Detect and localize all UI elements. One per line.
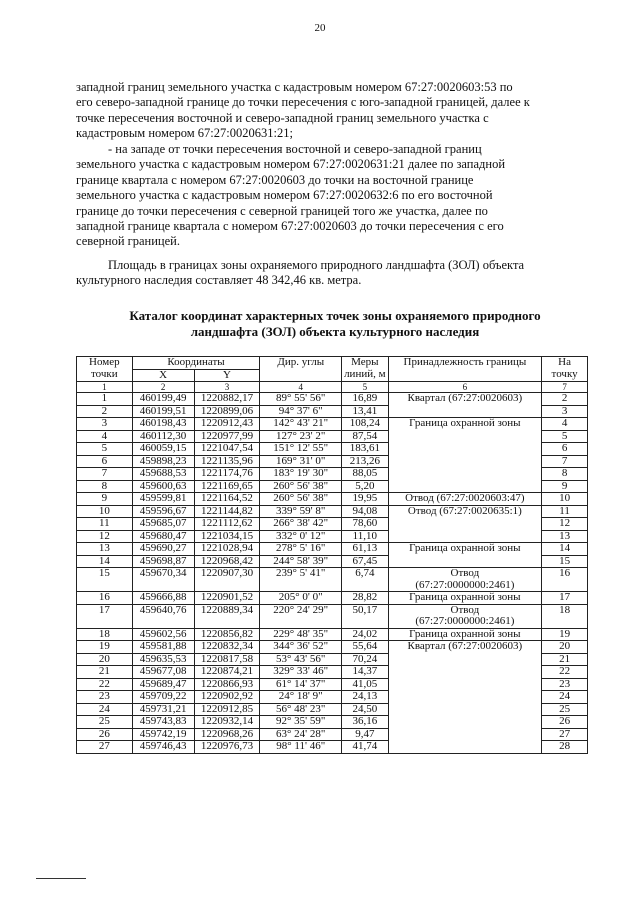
table-cell: 169° 31' 0" (260, 455, 342, 468)
table-cell: 78,60 (342, 518, 389, 531)
table-cell: 18 (542, 604, 588, 628)
boundary-cell: Квартал (67:27:0020603) (388, 393, 542, 418)
header-point-no: Номер точки (77, 357, 133, 382)
text-line: кадастровым номером 67:27:0020631:21; (76, 126, 293, 141)
table-cell: 92° 35' 59" (260, 716, 342, 729)
table-title-line: Каталог координат характерных точек зоны охраняемого природного (129, 308, 541, 323)
table-cell: 1221047,54 (194, 443, 260, 456)
table-cell: 6 (77, 455, 133, 468)
table-cell: 94,08 (342, 505, 389, 518)
boundary-cell: Граница охранной зоны (388, 628, 542, 641)
table-cell: 15 (77, 568, 133, 592)
text-line: земельного участка с кадастровым номером 67:27:0020632:6 по его восточной (76, 188, 493, 203)
table-cell: 12 (542, 518, 588, 531)
table-cell: 278° 5' 16" (260, 543, 342, 556)
table-cell: 19,95 (342, 493, 389, 506)
boundary-cell: Отвод (67:27:0000000:2461) (388, 568, 542, 592)
table-cell: 459602,56 (132, 628, 194, 641)
table-cell: 1220856,82 (194, 628, 260, 641)
table-cell: 14 (77, 555, 133, 568)
table-cell: 142° 43' 21" (260, 418, 342, 431)
table-row (77, 543, 588, 556)
table-cell: 1220976,73 (194, 741, 260, 754)
table-cell: 260° 56' 38" (260, 493, 342, 506)
table-cell: 1220932,14 (194, 716, 260, 729)
table-cell: 459581,88 (132, 641, 194, 654)
paragraph-3 (76, 258, 588, 289)
table-cell: 459685,07 (132, 518, 194, 531)
table-cell: 12 (77, 530, 133, 543)
column-number: 2 (132, 382, 194, 393)
table-cell: 459898,23 (132, 455, 194, 468)
header-y: Y (194, 369, 260, 382)
table-cell: 459666,88 (132, 592, 194, 605)
text-line: точке пересечения восточной и северо-западной границ земельного участка с (76, 110, 489, 125)
table-cell: 23 (542, 678, 588, 691)
table-cell: 11 (77, 518, 133, 531)
table-cell: 220° 24' 29" (260, 604, 342, 628)
table-cell: 260° 56' 38" (260, 480, 342, 493)
table-cell: 1220968,26 (194, 728, 260, 741)
table-cell: 17 (77, 604, 133, 628)
table-cell: 53° 43' 56" (260, 653, 342, 666)
table-cell: 56° 48' 23" (260, 703, 342, 716)
coordinates-table (76, 356, 588, 754)
table-cell: 17 (542, 592, 588, 605)
table-row (77, 493, 588, 506)
table-cell: 459596,67 (132, 505, 194, 518)
column-number: 3 (194, 382, 260, 393)
header-boundary: Принадлежность границы (388, 357, 542, 382)
table-cell: 14 (542, 543, 588, 556)
table-cell: 61° 14' 37" (260, 678, 342, 691)
table-cell: 205° 0' 0" (260, 592, 342, 605)
table-cell: 3 (77, 418, 133, 431)
table-cell: 459635,53 (132, 653, 194, 666)
column-number: 6 (388, 382, 542, 393)
table-cell: 11,10 (342, 530, 389, 543)
table-cell: 6 (542, 443, 588, 456)
table-cell: 14,37 (342, 666, 389, 679)
table-cell: 15 (542, 555, 588, 568)
table-cell: 1220882,17 (194, 393, 260, 406)
table-cell: 1220832,34 (194, 641, 260, 654)
table-cell: 3 (542, 405, 588, 418)
table-cell: 63° 24' 28" (260, 728, 342, 741)
table-row (77, 592, 588, 605)
table-cell: 26 (77, 728, 133, 741)
table-cell: 460199,51 (132, 405, 194, 418)
footer-divider (36, 878, 86, 879)
table-cell: 67,45 (342, 555, 389, 568)
table-cell: 1220899,06 (194, 405, 260, 418)
table-cell: 20 (77, 653, 133, 666)
table-title (70, 308, 600, 340)
table-cell: 36,16 (342, 716, 389, 729)
boundary-cell: Квартал (67:27:0020603) (388, 641, 542, 754)
table-cell: 151° 12' 55" (260, 443, 342, 456)
table-cell: 1221112,62 (194, 518, 260, 531)
boundary-cell: Граница охранной зоны (388, 592, 542, 605)
table-cell: 1220902,92 (194, 691, 260, 704)
table-cell: 4 (542, 418, 588, 431)
header-angles: Дир. углы (260, 357, 342, 382)
header-coordinates: Координаты (132, 357, 260, 370)
table-row (77, 628, 588, 641)
table-cell: 5 (77, 443, 133, 456)
paragraph-2 (76, 142, 588, 250)
table-cell: 41,05 (342, 678, 389, 691)
text-line: границе квартала с номером 67:27:0020603 до точки на восточной границе (76, 172, 474, 187)
table-cell: 9 (542, 480, 588, 493)
column-number: 1 (77, 382, 133, 393)
table-cell: 87,54 (342, 430, 389, 443)
table-cell: 229° 48' 35" (260, 628, 342, 641)
table-cell: 6,74 (342, 568, 389, 592)
table-row (77, 393, 588, 406)
table-cell: 183,61 (342, 443, 389, 456)
table-cell: 459599,81 (132, 493, 194, 506)
table-cell: 459746,43 (132, 741, 194, 754)
table-cell: 28 (542, 741, 588, 754)
table-cell: 25 (77, 716, 133, 729)
column-number: 5 (342, 382, 389, 393)
table-cell: 24° 18' 9" (260, 691, 342, 704)
column-number: 7 (542, 382, 588, 393)
table-cell: 1221169,65 (194, 480, 260, 493)
table-cell: 460059,15 (132, 443, 194, 456)
table-cell: 459742,19 (132, 728, 194, 741)
table-cell: 344° 36' 52" (260, 641, 342, 654)
table-cell: 50,17 (342, 604, 389, 628)
header-lengths: Меры линий, м (342, 357, 389, 382)
text-line: его северо-западной границе до точки пересечения с юго-западной границей, далее к (76, 95, 530, 110)
table-cell: 1221174,76 (194, 468, 260, 481)
table-cell: 20 (542, 641, 588, 654)
table-cell: 1220866,93 (194, 678, 260, 691)
table-cell: 459670,34 (132, 568, 194, 592)
table-cell: 459600,63 (132, 480, 194, 493)
table-cell: 9 (77, 493, 133, 506)
table-cell: 266° 38' 42" (260, 518, 342, 531)
table-cell: 24 (542, 691, 588, 704)
table-cell: 459698,87 (132, 555, 194, 568)
table-cell: 89° 55' 56" (260, 393, 342, 406)
table-cell: 459680,47 (132, 530, 194, 543)
table-cell: 7 (542, 455, 588, 468)
table-cell: 23 (77, 691, 133, 704)
table-cell: 11 (542, 505, 588, 518)
table-cell: 459731,21 (132, 703, 194, 716)
table-cell: 339° 59' 8" (260, 505, 342, 518)
table-cell: 244° 58' 39" (260, 555, 342, 568)
table-cell: 459709,22 (132, 691, 194, 704)
table-cell: 19 (542, 628, 588, 641)
table-cell: 21 (77, 666, 133, 679)
table-cell: 1220817,58 (194, 653, 260, 666)
table-cell: 22 (542, 666, 588, 679)
text-line: культурного наследия составляет 48 342,46 кв. метра. (76, 273, 362, 288)
table-title-line: ландшафта (ЗОЛ) объекта культурного наследия (190, 324, 480, 339)
table-cell: 61,13 (342, 543, 389, 556)
table-cell: 1220901,52 (194, 592, 260, 605)
table-cell: 1221028,94 (194, 543, 260, 556)
table-cell: 1220907,30 (194, 568, 260, 592)
table-cell: 16 (77, 592, 133, 605)
paragraph-1 (76, 80, 588, 142)
table-cell: 1221135,96 (194, 455, 260, 468)
header-x: X (132, 369, 194, 382)
boundary-cell: Граница охранной зоны (388, 418, 542, 493)
table-cell: 2 (77, 405, 133, 418)
table-cell: 27 (77, 741, 133, 754)
table-cell: 41,74 (342, 741, 389, 754)
table-cell: 24,13 (342, 691, 389, 704)
table-cell: 22 (77, 678, 133, 691)
table-cell: 28,82 (342, 592, 389, 605)
table-cell: 459688,53 (132, 468, 194, 481)
boundary-cell: Отвод (67:27:0020635:1) (388, 505, 542, 543)
table-cell: 213,26 (342, 455, 389, 468)
text-line: северной границей. (76, 234, 180, 249)
table-cell: 24,02 (342, 628, 389, 641)
table-cell: 13 (77, 543, 133, 556)
table-row (77, 568, 588, 592)
boundary-cell: Граница охранной зоны (388, 543, 542, 568)
table-cell: 10 (77, 505, 133, 518)
table-cell: 24,50 (342, 703, 389, 716)
column-number: 4 (260, 382, 342, 393)
table-cell: 5,20 (342, 480, 389, 493)
text-line: границе до точки пересечения с северной границей того же участка, далее по (76, 203, 488, 218)
table-cell: 21 (542, 653, 588, 666)
table-cell: 7 (77, 468, 133, 481)
table-cell: 1221164,52 (194, 493, 260, 506)
table-cell: 19 (77, 641, 133, 654)
table-cell: 55,64 (342, 641, 389, 654)
table-cell: 1220889,34 (194, 604, 260, 628)
table-cell: 2 (542, 393, 588, 406)
table-cell: 9,47 (342, 728, 389, 741)
table-cell: 13,41 (342, 405, 389, 418)
table-cell: 459640,76 (132, 604, 194, 628)
text-line: - на западе от точки пересечения восточной и северо-западной границ (108, 142, 482, 156)
table-cell: 8 (77, 480, 133, 493)
table-row (77, 641, 588, 654)
table-cell: 332° 0' 12" (260, 530, 342, 543)
table-cell: 94° 37' 6" (260, 405, 342, 418)
table-cell: 5 (542, 430, 588, 443)
table-cell: 460198,43 (132, 418, 194, 431)
table-cell: 108,24 (342, 418, 389, 431)
table-cell: 18 (77, 628, 133, 641)
table-cell: 329° 33' 46" (260, 666, 342, 679)
table-cell: 13 (542, 530, 588, 543)
table-row (77, 505, 588, 518)
boundary-cell: Отвод (67:27:0000000:2461) (388, 604, 542, 628)
table-cell: 88,05 (342, 468, 389, 481)
text-line: западной границ земельного участка с кадастровым номером 67:27:0020603:53 по (76, 80, 513, 94)
table-cell: 27 (542, 728, 588, 741)
text-line: западной границе квартала с номером 67:27:0020603 до точки пересечения с его (76, 219, 504, 234)
table-cell: 24 (77, 703, 133, 716)
table-cell: 239° 5' 41" (260, 568, 342, 592)
table-row (77, 604, 588, 628)
table-cell: 1221034,15 (194, 530, 260, 543)
boundary-cell: Отвод (67:27:0020603:47) (388, 493, 542, 506)
text-line: земельного участка с кадастровым номером 67:27:0020631:21 далее по западной (76, 157, 506, 172)
header-to-point: На точку (542, 357, 588, 382)
table-cell: 459743,83 (132, 716, 194, 729)
table-cell: 1220874,21 (194, 666, 260, 679)
table-cell: 459690,27 (132, 543, 194, 556)
table-cell: 98° 11' 46" (260, 741, 342, 754)
table-cell: 70,24 (342, 653, 389, 666)
table-cell: 1220912,43 (194, 418, 260, 431)
table-cell: 16,89 (342, 393, 389, 406)
table-cell: 127° 23' 2" (260, 430, 342, 443)
text-line: Площадь в границах зоны охраняемого природного ландшафта (ЗОЛ) объекта (108, 258, 525, 272)
table-cell: 459677,08 (132, 666, 194, 679)
table-cell: 1220912,85 (194, 703, 260, 716)
table-cell: 16 (542, 568, 588, 592)
table-cell: 460199,49 (132, 393, 194, 406)
table-cell: 460112,30 (132, 430, 194, 443)
table-cell: 4 (77, 430, 133, 443)
table-cell: 1 (77, 393, 133, 406)
table-row (77, 418, 588, 431)
table-cell: 25 (542, 703, 588, 716)
table-cell: 10 (542, 493, 588, 506)
page-number: 20 (314, 22, 326, 34)
table-cell: 1220977,99 (194, 430, 260, 443)
table-cell: 8 (542, 468, 588, 481)
table-cell: 26 (542, 716, 588, 729)
table-cell: 459689,47 (132, 678, 194, 691)
table-cell: 1221144,82 (194, 505, 260, 518)
table-cell: 1220968,42 (194, 555, 260, 568)
table-cell: 183° 19' 30" (260, 468, 342, 481)
